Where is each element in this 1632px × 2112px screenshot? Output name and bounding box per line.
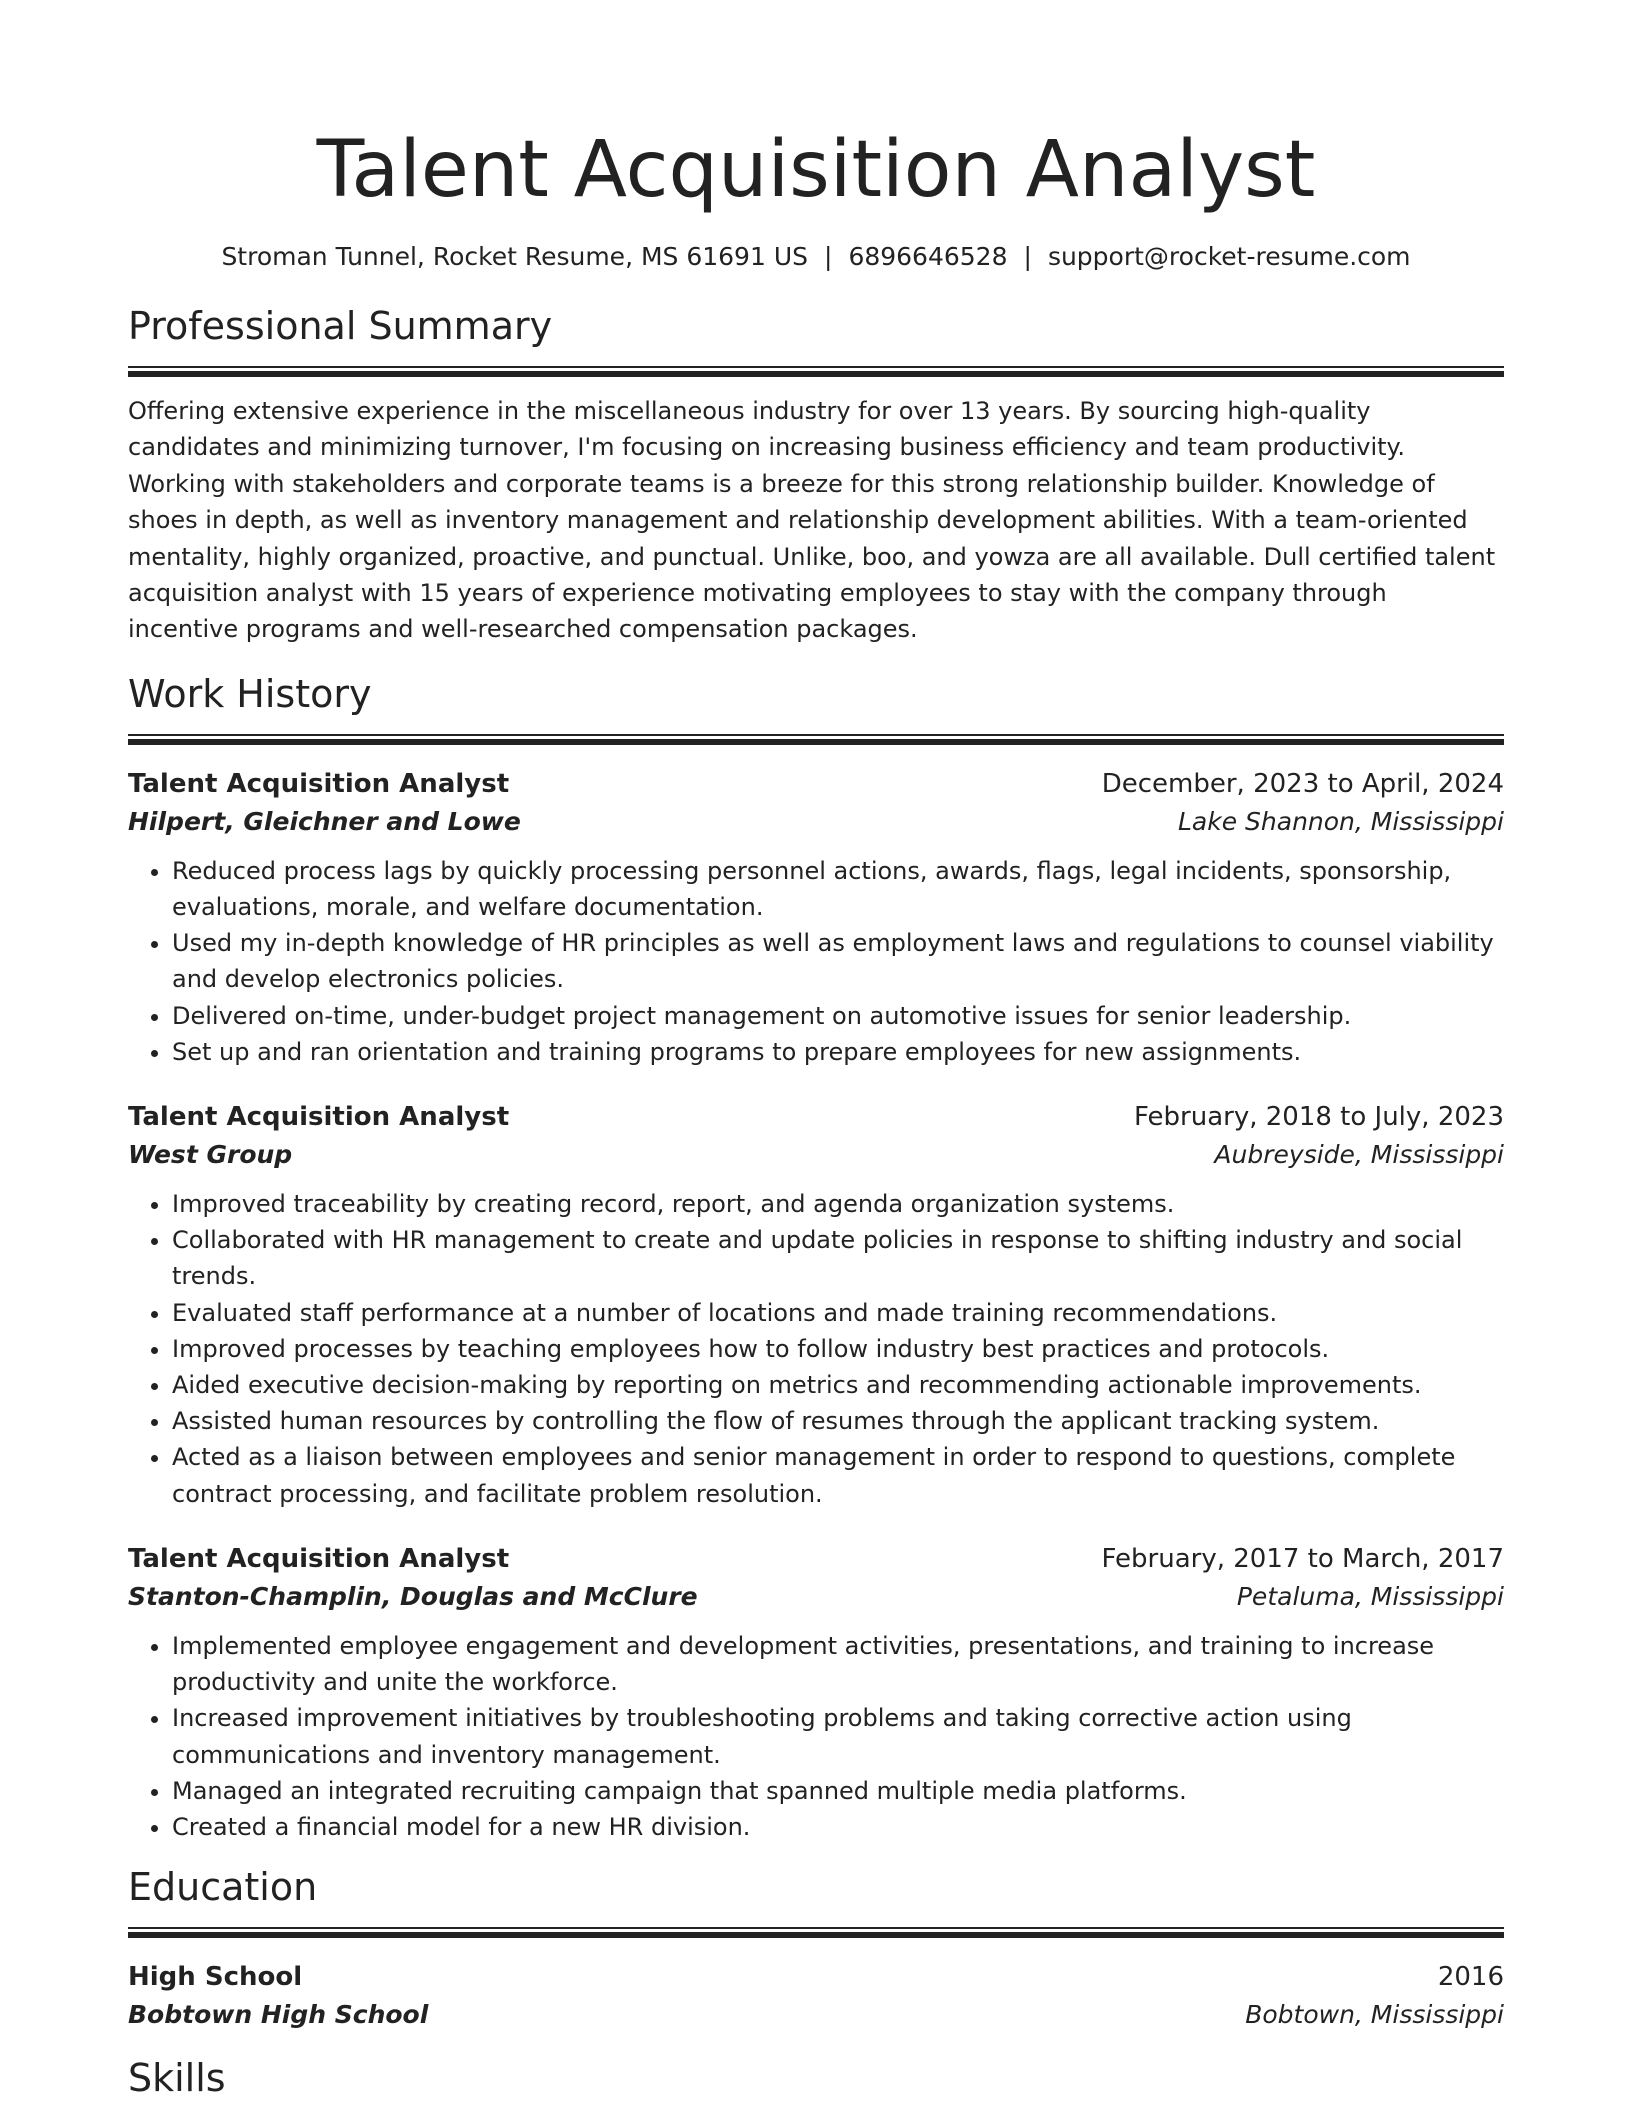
section-divider (128, 366, 1504, 377)
section-divider (128, 734, 1504, 745)
job-location: Petaluma, Mississippi (1236, 1581, 1504, 1611)
education-school-row (128, 1996, 1504, 2034)
job-bullets (128, 853, 1504, 1070)
contact-email[interactable]: support@rocket-resume.com (1047, 242, 1411, 271)
job-entry (128, 765, 1504, 1070)
section-title-education: Education (128, 1865, 318, 1910)
skills-section (128, 2052, 1504, 2104)
job-bullets (128, 1628, 1504, 1845)
job-company: Stanton-Champlin, Douglas and McClure (128, 1581, 698, 1611)
job-company-row (128, 803, 1504, 841)
contact-separator: | (824, 242, 833, 271)
summary-section (128, 300, 1504, 648)
work-history-section (128, 668, 1504, 1845)
education-section (128, 1861, 1504, 2034)
job-header-row (128, 765, 1504, 803)
job-company-row (128, 1136, 1504, 1174)
job-header-row (128, 1540, 1504, 1578)
contact-address: Stroman Tunnel, Rocket Resume, MS 61691 US (221, 242, 808, 271)
job-bullets (128, 1186, 1504, 1512)
job-entry (128, 1540, 1504, 1845)
job-location: Lake Shannon, Mississippi (1177, 806, 1504, 836)
job-dates: February, 2018 to July, 2023 (1134, 1102, 1504, 1133)
job-bullet: • Aided executive decision-making by reporting on metrics and recommending actionable improvements. (172, 1367, 1504, 1403)
job-dates: February, 2017 to March, 2017 (1101, 1543, 1504, 1574)
contact-phone: 6896646528 (848, 242, 1008, 271)
job-bullet: • Set up and ran orientation and training programs to prepare employees for new assignments. (172, 1034, 1504, 1070)
job-company: Hilpert, Gleichner and Lowe (128, 806, 521, 836)
job-company-row (128, 1578, 1504, 1616)
job-bullet: • Created a financial model for a new HR division. (172, 1809, 1504, 1845)
job-bullet: • Increased improvement initiatives by troubleshooting problems and taking corrective action using communications and inventory management. (172, 1700, 1504, 1772)
section-title-skills: Skills (128, 2056, 226, 2101)
resume-page (128, 0, 1504, 2104)
summary-text: Offering extensive experience in the miscellaneous industry for over 13 years. By sourcing high-quality candidates and minimizing turnover, I'm focusing on increasing business efficiency and team productivity. Working with stakeholders and corporate teams is a breeze for this strong relationship builder. Knowledge of shoes in depth, as well as inventory management and relationship development abilities. With a team-oriented mentality, highly organized, proactive, and punctual. Unlike, boo, and yowza are all available. Dull certified talent acquisition analyst with 15 years of experience motivating employees to stay with the company through incentive programs and well-researched compensation packages. (128, 397, 1496, 644)
education-entry (128, 1958, 1504, 2034)
section-title-work-history: Work History (128, 671, 372, 716)
job-header-row (128, 1098, 1504, 1136)
education-year: 2016 (1437, 1962, 1504, 1993)
job-bullet: • Managed an integrated recruiting campaign that spanned multiple media platforms. (172, 1773, 1504, 1809)
job-entry (128, 1098, 1504, 1512)
job-bullet: • Implemented employee engagement and development activities, presentations, and training to increase productivity and unite the workforce. (172, 1628, 1504, 1700)
contact-separator: | (1023, 242, 1032, 271)
job-bullet: • Evaluated staff performance at a number of locations and made training recommendations. (172, 1295, 1504, 1331)
job-title: Talent Acquisition Analyst (128, 1543, 510, 1574)
resume-name: Talent Acquisition Analyst (316, 125, 1316, 215)
job-bullet: • Collaborated with HR management to create and update policies in response to shifting industry and social trends. (172, 1222, 1504, 1294)
education-header-row (128, 1958, 1504, 1996)
contact-line (128, 240, 1504, 274)
job-company: West Group (128, 1140, 293, 1170)
education-location: Bobtown, Mississippi (1245, 2000, 1504, 2030)
job-bullet: • Improved processes by teaching employees how to follow industry best practices and protocols. (172, 1331, 1504, 1367)
education-school: Bobtown High School (128, 2000, 429, 2030)
education-degree: High School (128, 1962, 303, 1993)
section-title-summary: Professional Summary (128, 304, 553, 348)
job-bullet: • Reduced process lags by quickly processing personnel actions, awards, flags, legal incidents, sponsorship, evaluations, morale, and welfare documentation. (172, 853, 1504, 925)
job-bullet: • Acted as a liaison between employees and senior management in order to respond to questions, complete contract processing, and facilitate problem resolution. (172, 1439, 1504, 1511)
job-location: Aubreyside, Mississippi (1214, 1140, 1504, 1170)
job-bullet: • Delivered on-time, under-budget project management on automotive issues for senior leadership. (172, 998, 1504, 1034)
job-bullet: • Used my in-depth knowledge of HR principles as well as employment laws and regulations to counsel viability and develop electronics policies. (172, 925, 1504, 997)
section-divider (128, 1927, 1504, 1938)
job-bullet: • Improved traceability by creating record, report, and agenda organization systems. (172, 1186, 1504, 1222)
job-title: Talent Acquisition Analyst (128, 1102, 510, 1133)
job-title: Talent Acquisition Analyst (128, 768, 510, 799)
job-bullet: • Assisted human resources by controlling the flow of resumes through the applicant tracking system. (172, 1403, 1504, 1439)
job-dates: December, 2023 to April, 2024 (1101, 768, 1504, 799)
